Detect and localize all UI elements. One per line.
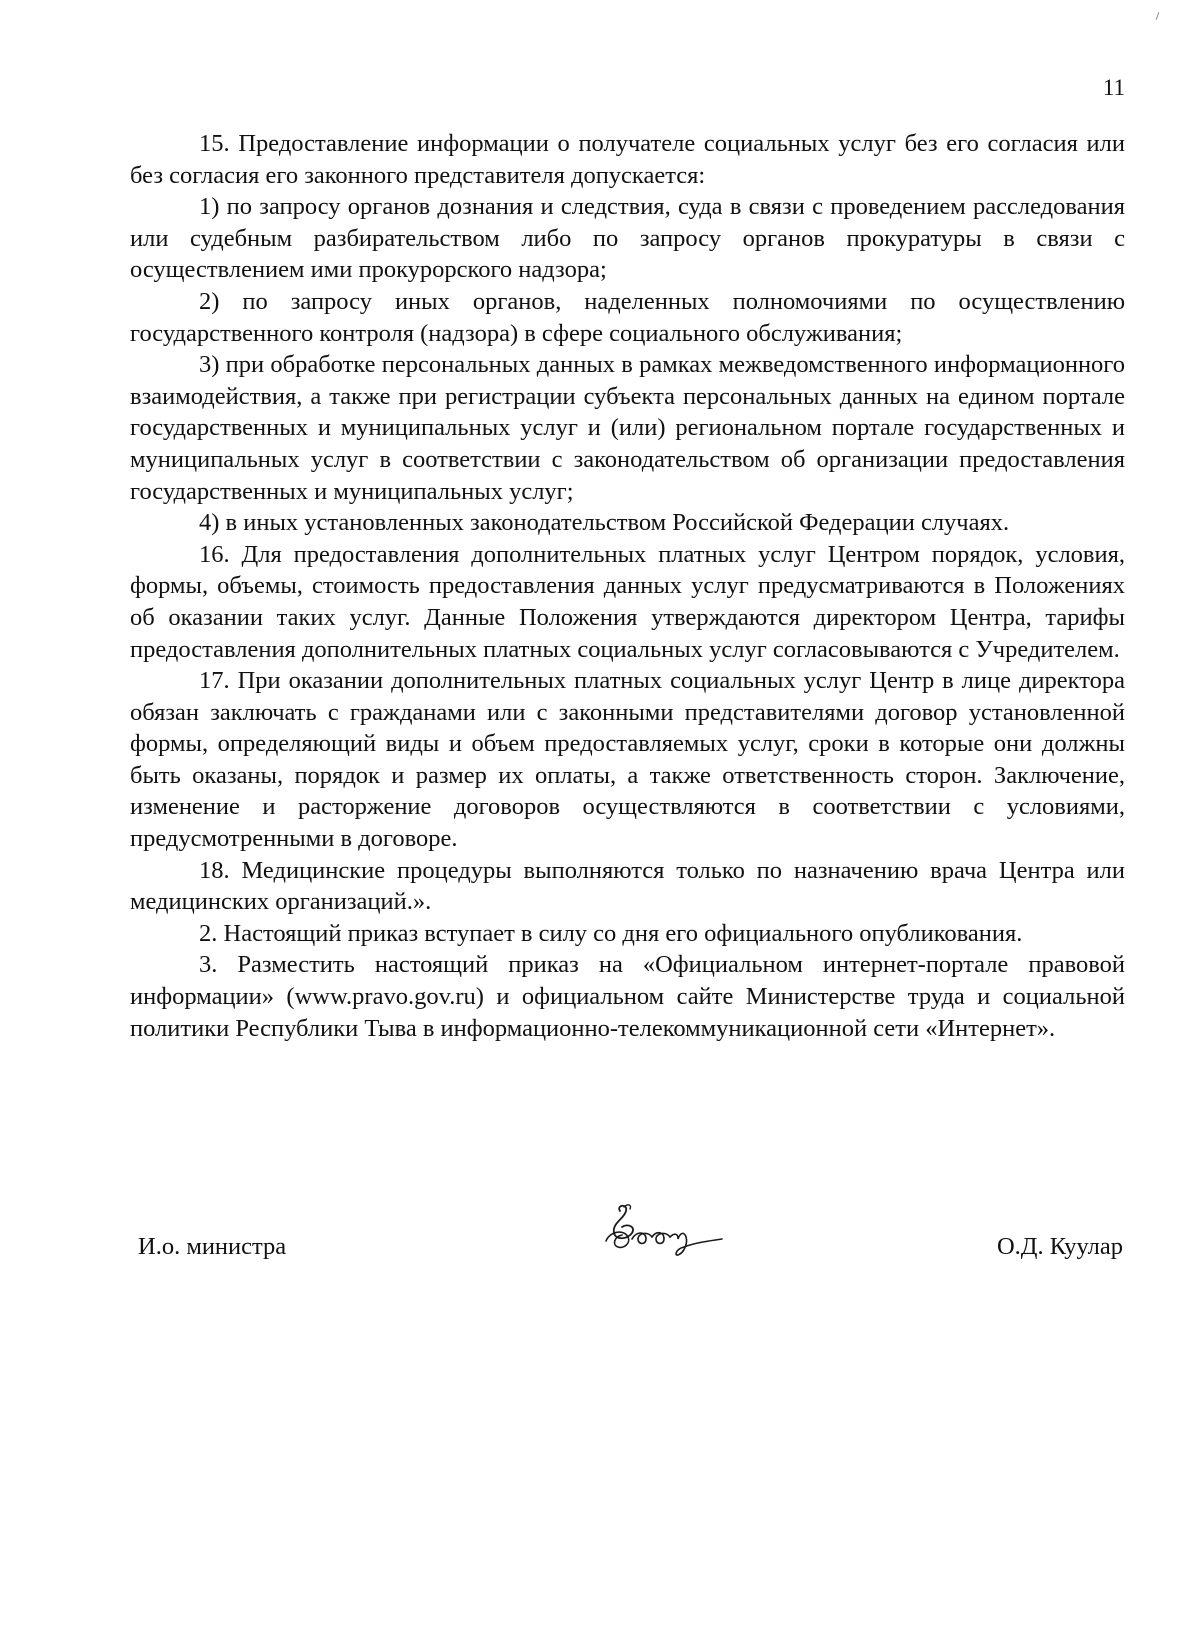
handwritten-signature-icon <box>598 1201 738 1267</box>
paragraph-clause-18: 18. Медицинские процедуры выполняются только по назначению врача Центра или медицинских организаций.». <box>130 856 1125 916</box>
paragraph-order-3: 3. Разместить настоящий приказ на «Официальном интернет-портале правовой информации» (www.pravo.gov.ru) и официальном сайте Министерстве труда и социальной политики Республики Тыва в информационно-телекоммуникационной сети «Интернет». <box>130 951 1125 1042</box>
paragraph-item-2: 2) по запросу иных органов, наделенных полномочиями по осуществлению государственного контроля (надзора) в сфере социального обслуживания; <box>130 287 1125 347</box>
signatory-name: О.Д. Куулар <box>996 1233 1123 1260</box>
paragraph-item-3: 3) при обработке персональных данных в рамках межведомственного информационного взаимодействия, а также при регистрации субъекта персональных данных на едином портале государственных и муниципальных услуг и (или) региональном портале государственных и муниципальных услуг в соответствии с законодательством об организации предоставления государственных и муниципальных услуг; <box>130 351 1125 505</box>
paragraph-clause-16: 16. Для предоставления дополнительных платных услуг Центром порядок, условия, формы, объемы, стоимость предоставления данных услуг предусматриваются в Положениях об оказании таких услуг. Данные Положения утверждаются директором Центра, тарифы предоставления дополнительных платных социальных услуг согласовываются с Учредителем. <box>130 540 1125 663</box>
paragraph-clause-17: 17. При оказании дополнительных платных социальных услуг Центр в лице директора обязан заключать с гражданами или с законными представителями договор установленной формы, определяющий виды и объем предоставляемых услуг, сроки в которые они должны быть оказаны, порядок и размер их оплаты, а также ответственность сторон. Заключение, изменение и расторжение договоров осуществляются в соответствии с условиями, предусмотренными в договоре. <box>130 667 1125 853</box>
page-number: 11 <box>1102 75 1125 100</box>
paragraph-clause-15: 15. Предоставление информации о получателе социальных услуг без его согласия или без согласия его законного представителя допускается: <box>130 130 1125 189</box>
paragraph-item-1: 1) по запросу органов дознания и следствия, суда в связи с проведением расследования или судебным разбирательством либо по запросу органов прокуратуры в связи с осуществлением ими прокурорского надзора; <box>130 193 1125 284</box>
document-body <box>130 128 1125 1044</box>
scan-artifact <box>1156 12 1160 20</box>
signatory-title: И.о. министра <box>138 1233 287 1260</box>
signature-block <box>138 1205 1123 1275</box>
paragraph-item-4: 4) в иных установленных законодательством Российской Федерации случаях. <box>199 509 1010 537</box>
paragraph-order-2: 2. Настоящий приказ вступает в силу со дня его официального опубликования. <box>199 919 1023 947</box>
